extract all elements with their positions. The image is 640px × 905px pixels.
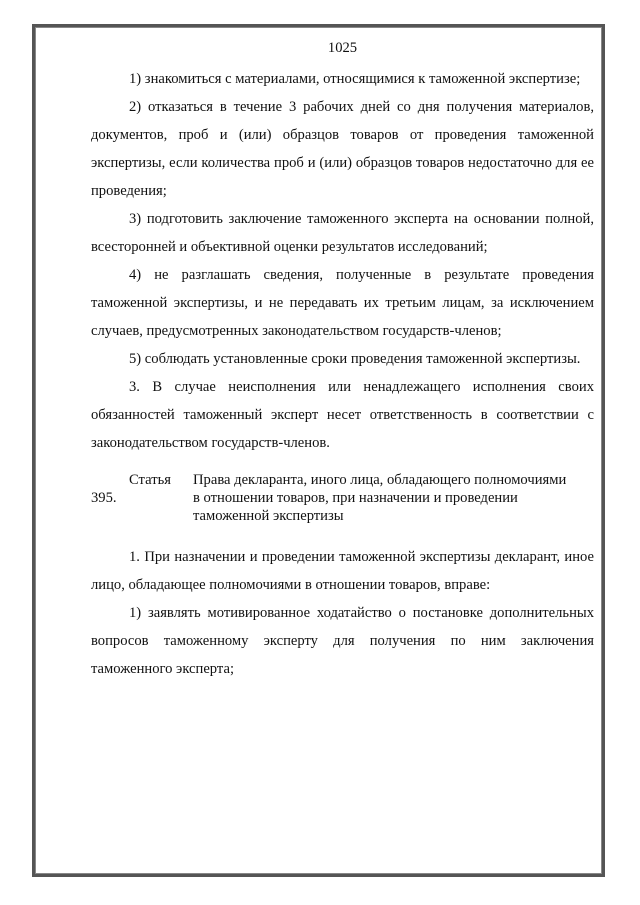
paragraph-item-5: 5) соблюдать установленные сроки проведения таможенной экспертизы. (129, 351, 581, 367)
article-heading (91, 471, 594, 525)
document-body (91, 34, 594, 683)
page-number: 1025 (327, 40, 358, 56)
paragraph-right-1: 1) заявлять мотивированное ходатайство о постановке дополнительных вопросов таможенному эксперту для получения по ним заключения таможенного эксперта; (91, 605, 594, 677)
paragraph-clause-1: 1. При назначении и проведении таможенной экспертизы декларант, иное лицо, обладающее полномочиями в отношении товаров, вправе: (91, 549, 594, 593)
paragraph-clause-3: 3. В случае неисполнения или ненадлежащего исполнения своих обязанностей таможенный эксперт несет ответственность в соответствии с законодательством государств-членов. (91, 379, 594, 451)
paragraph-item-3: 3) подготовить заключение таможенного эксперта на основании полной, всесторонней и объективной оценки результатов исследований; (91, 211, 594, 255)
paragraph-item-1: 1) знакомиться с материалами, относящимися к таможенной экспертизе; (129, 71, 581, 87)
article-title: Права декларанта, иного лица, обладающего полномочиями в отношении товаров, при назначении и проведении таможенной экспертизы (193, 472, 567, 524)
paragraph-item-4: 4) не разглашать сведения, полученные в результате проведения таможенной экспертизы, и не передавать их третьим лицам, за исключением случаев, предусмотренных законодательством государств-членов; (91, 267, 594, 339)
paragraph-item-2: 2) отказаться в течение 3 рабочих дней со дня получения материалов, документов, проб и (или) образцов товаров от проведения таможенной экспертизы, если количества проб и (или) образцов товаров недостаточно для ее проведения; (91, 99, 594, 199)
article-number: Статья 395. (91, 472, 171, 506)
